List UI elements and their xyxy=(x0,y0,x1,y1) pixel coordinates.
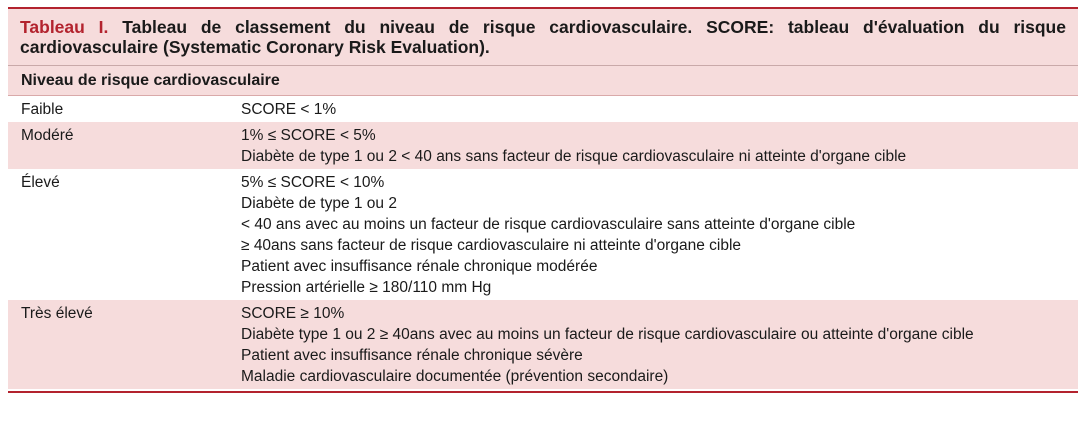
criterion: 1% ≤ SCORE < 5% xyxy=(241,127,376,144)
criterion: ≥ 40ans sans facteur de risque cardiovasculaire ni atteinte d'organe cible xyxy=(241,237,742,254)
row-criteria xyxy=(241,125,1078,167)
table-row xyxy=(8,96,1078,122)
table-row xyxy=(8,300,1078,389)
criterion: < 40 ans avec au moins un facteur de risque cardiovasculaire sans atteinte d'organe cible xyxy=(241,216,856,233)
criterion: Patient avec insuffisance rénale chronique modérée xyxy=(241,258,598,275)
row-level: Faible xyxy=(21,101,64,118)
table-row xyxy=(8,122,1078,169)
criterion: Patient avec insuffisance rénale chronique sévère xyxy=(241,347,583,364)
criterion: SCORE ≥ 10% xyxy=(241,305,345,322)
caption-text: Tableau de classement du niveau de risque cardiovasculaire. SCORE: tableau d'évaluation du risque cardiovasculaire (Systematic Coronary Risk Evaluation). xyxy=(20,17,1066,57)
criterion: SCORE < 1% xyxy=(241,101,337,118)
risk-table-figure xyxy=(8,7,1078,393)
table-row xyxy=(8,169,1078,300)
table-header: Niveau de risque cardiovasculaire xyxy=(8,65,1078,96)
row-criteria xyxy=(241,99,1078,120)
criterion: Pression artérielle ≥ 180/110 mm Hg xyxy=(241,279,492,296)
criterion: 5% ≤ SCORE < 10% xyxy=(241,174,385,191)
row-level: Modéré xyxy=(21,127,74,144)
row-criteria xyxy=(241,303,1078,387)
row-level: Élevé xyxy=(21,174,60,191)
criterion: Diabète de type 1 ou 2 < 40 ans sans facteur de risque cardiovasculaire ni atteinte d'organe cible xyxy=(241,148,907,165)
bottom-rule xyxy=(8,391,1078,393)
criterion: Diabète type 1 ou 2 ≥ 40ans avec au moins un facteur de risque cardiovasculaire ou atteinte d'organe cible xyxy=(241,326,974,343)
row-level: Très élevé xyxy=(21,305,93,322)
criterion: Maladie cardiovasculaire documentée (prévention secondaire) xyxy=(241,368,669,385)
row-criteria xyxy=(241,172,1078,298)
caption-label: Tableau I. xyxy=(20,17,109,37)
table-caption xyxy=(8,9,1078,65)
criterion: Diabète de type 1 ou 2 xyxy=(241,195,397,212)
